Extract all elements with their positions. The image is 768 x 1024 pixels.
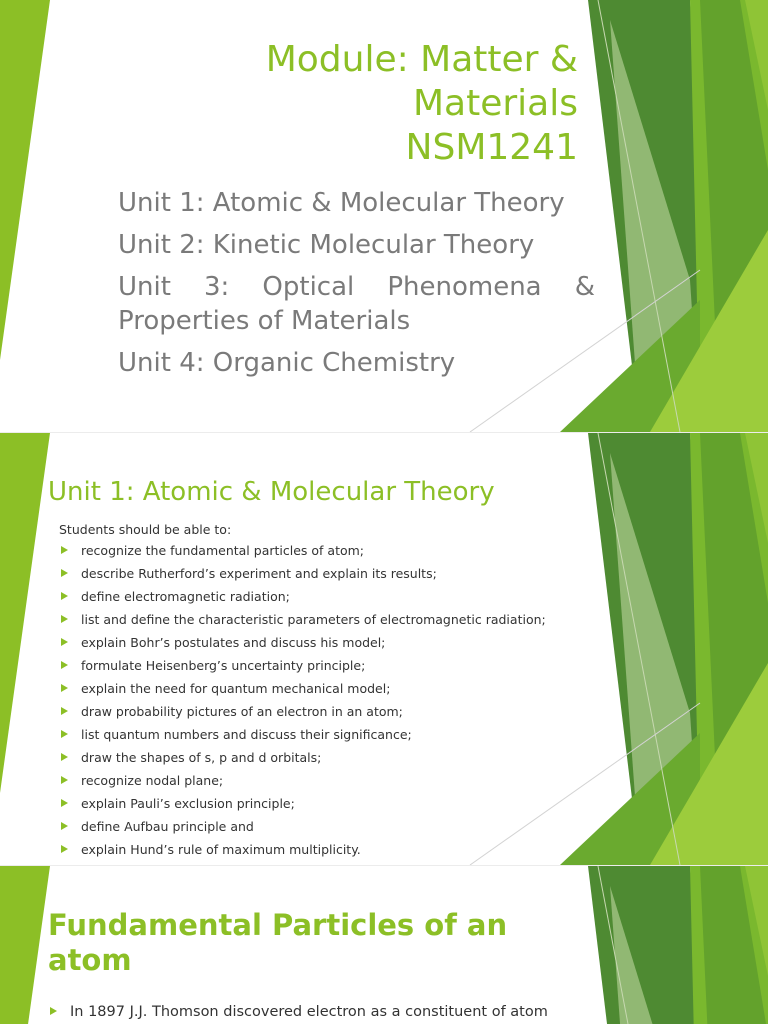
objective-item [59, 588, 599, 611]
objective-item [59, 680, 599, 703]
bullet-arrow-icon [61, 615, 68, 623]
objective-text: explain Bohr’s postulates and discuss his model; [81, 635, 386, 650]
objective-text: describe Rutherford’s experiment and explain its results; [81, 566, 437, 581]
unit-item: Unit 1: Atomic & Molecular Theory [118, 188, 565, 218]
bullet-arrow-icon [61, 822, 68, 830]
bullet-arrow-icon [61, 569, 68, 577]
objective-text: define electromagnetic radiation; [81, 589, 290, 604]
slide-2 [0, 433, 768, 865]
bullet-arrow-icon [61, 776, 68, 784]
objective-item [59, 565, 599, 588]
title-line: Module: Matter & [265, 39, 578, 80]
unit-list [118, 186, 595, 388]
objective-text: formulate Heisenberg’s uncertainty principle; [81, 658, 366, 673]
bullet-arrow-icon [61, 845, 68, 853]
objective-text: draw probability pictures of an electron in an atom; [81, 704, 403, 719]
bullet-arrow-icon [61, 592, 68, 600]
objective-text: draw the shapes of s, p and d orbitals; [81, 750, 322, 765]
unit1-title: Unit 1: Atomic & Molecular Theory [48, 477, 495, 507]
bullet-arrow-icon [61, 546, 68, 554]
objective-text: list and define the characteristic parameters of electromagnetic radiation; [81, 612, 546, 627]
bullet-item [48, 1002, 548, 1022]
objectives-list [59, 542, 599, 864]
objective-item [59, 818, 599, 841]
unit-item: Unit 2: Kinetic Molecular Theory [118, 230, 535, 260]
bullet-arrow-icon [50, 1007, 57, 1015]
objective-item [59, 749, 599, 772]
bullet-arrow-icon [61, 684, 68, 692]
objective-item [59, 657, 599, 680]
particles-bullets [48, 1002, 548, 1022]
objective-item [59, 542, 599, 565]
objective-item [59, 841, 599, 864]
slide-1 [0, 0, 768, 432]
bullet-arrow-icon [61, 661, 68, 669]
objective-item [59, 772, 599, 795]
bullet-arrow-icon [61, 707, 68, 715]
objective-text: recognize the fundamental particles of atom; [81, 543, 365, 558]
objective-text: list quantum numbers and discuss their significance; [81, 727, 412, 742]
bullet-arrow-icon [61, 638, 68, 646]
objective-item [59, 703, 599, 726]
bullet-arrow-icon [61, 730, 68, 738]
particles-title: Fundamental Particles of an atom [48, 908, 508, 977]
objectives-intro: Students should be able to: [59, 522, 232, 537]
unit-item: Unit 3: Optical Phenomena & Properties of Materials [118, 272, 595, 336]
bullet-arrow-icon [61, 799, 68, 807]
bullet-text: In 1897 J.J. Thomson discovered electron as a constituent of atom [70, 1004, 548, 1020]
objective-text: explain Pauli’s exclusion principle; [81, 796, 295, 811]
objective-item [59, 795, 599, 818]
objective-text: explain the need for quantum mechanical model; [81, 681, 391, 696]
objective-text: define Aufbau principle and [81, 819, 254, 834]
unit-item: Unit 4: Organic Chemistry [118, 348, 456, 378]
objective-text: explain Hund’s rule of maximum multiplicity. [81, 842, 361, 857]
module-title [266, 38, 578, 170]
title-line: NSM1241 [405, 127, 578, 168]
objective-item [59, 726, 599, 749]
bullet-arrow-icon [61, 753, 68, 761]
objective-item [59, 611, 599, 634]
objective-item [59, 634, 599, 657]
title-line: Materials [412, 83, 578, 124]
slide-3 [0, 866, 768, 1024]
objective-text: recognize nodal plane; [81, 773, 224, 788]
